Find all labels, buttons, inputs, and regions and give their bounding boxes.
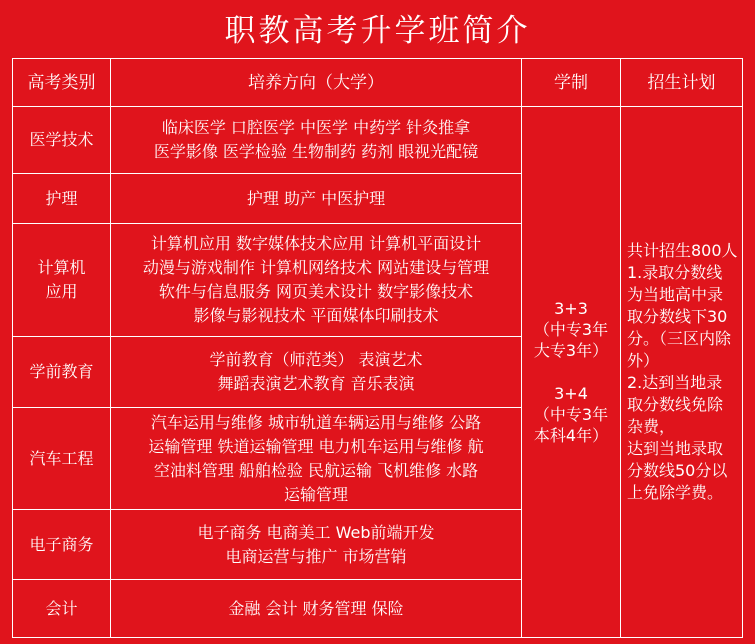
major-line: 护理 助产 中医护理 — [246, 188, 386, 208]
duration-b-line2: （中专3年 — [533, 405, 609, 424]
major-line: 动漫与游戏制作 计算机网络技术 网站建设与管理 — [142, 258, 490, 277]
plan-cell — [621, 107, 743, 638]
category-cell: 医学技术 — [13, 107, 111, 174]
duration-b-line1: 3+4 — [554, 384, 588, 403]
page-title: 职教高考升学班简介 — [224, 13, 531, 49]
major-line: 电商运营与推广 市场营销 — [225, 546, 407, 566]
duration-a-line1: 3+3 — [554, 299, 588, 318]
majors-cell — [111, 408, 522, 510]
major-line: 计算机应用 数字媒体技术应用 计算机平面设计 — [150, 234, 482, 253]
majors-cell — [111, 174, 522, 224]
duration-a-line3: 大专3年） — [533, 341, 609, 360]
header-category: 高考类别 — [13, 59, 111, 107]
major-line: 金融 会计 财务管理 保险 — [228, 598, 404, 618]
majors-cell — [111, 107, 522, 174]
category-cell: 电子商务 — [13, 510, 111, 580]
major-line: 影像与影视技术 平面媒体印刷技术 — [193, 306, 439, 325]
major-line: 舞蹈表演艺术教育 音乐表演 — [217, 374, 415, 393]
duration-cell — [522, 107, 621, 638]
header-direction: 培养方向（大学） — [111, 59, 522, 107]
program-table — [12, 58, 743, 638]
duration-b-line3: 本科4年） — [533, 426, 609, 445]
major-line: 运输管理 铁道运输管理 电力机车运用与维修 航 — [148, 436, 484, 456]
majors-cell — [111, 580, 522, 638]
header-plan: 招生计划 — [621, 59, 743, 107]
header-duration: 学制 — [522, 59, 621, 107]
plan-line4: 达到当地录取分数线50分以上免除学费。 — [627, 439, 728, 502]
major-line: 临床医学 口腔医学 中医学 中药学 针灸推拿 — [161, 118, 471, 137]
major-line: 电子商务 电商美工 Web前端开发 — [197, 522, 435, 542]
majors-cell — [111, 510, 522, 580]
major-line: 医学影像 医学检验 生物制药 药剂 眼视光配镜 — [153, 142, 479, 161]
major-line: 汽车运用与维修 城市轨道车辆运用与维修 公路 — [150, 412, 482, 432]
major-line: 空油料管理 船舶检验 民航运输 飞机维修 水路 — [153, 460, 479, 480]
category-cell: 护理 — [13, 174, 111, 224]
plan-line1: 共计招生800人 — [627, 241, 738, 260]
plan-line2: 1.录取分数线为当地高中录取分数线下30分。（三区内除外） — [627, 263, 732, 370]
majors-cell — [111, 337, 522, 408]
category-cell — [13, 224, 111, 337]
major-line: 软件与信息服务 网页美术设计 数字影像技术 — [158, 282, 474, 301]
category-cell: 会计 — [13, 580, 111, 638]
table-row — [13, 107, 743, 174]
duration-a-line2: （中专3年 — [533, 320, 609, 339]
category-label: 计算机应用 — [37, 258, 86, 301]
category-cell: 汽车工程 — [13, 408, 111, 510]
majors-cell — [111, 224, 522, 337]
major-line: 学前教育（师范类） 表演艺术 — [209, 350, 423, 369]
table-header-row — [13, 59, 743, 107]
category-cell: 学前教育 — [13, 337, 111, 408]
major-line: 运输管理 — [283, 484, 348, 504]
plan-line3: 2.达到当地录取分数线免除杂费， — [627, 373, 724, 436]
